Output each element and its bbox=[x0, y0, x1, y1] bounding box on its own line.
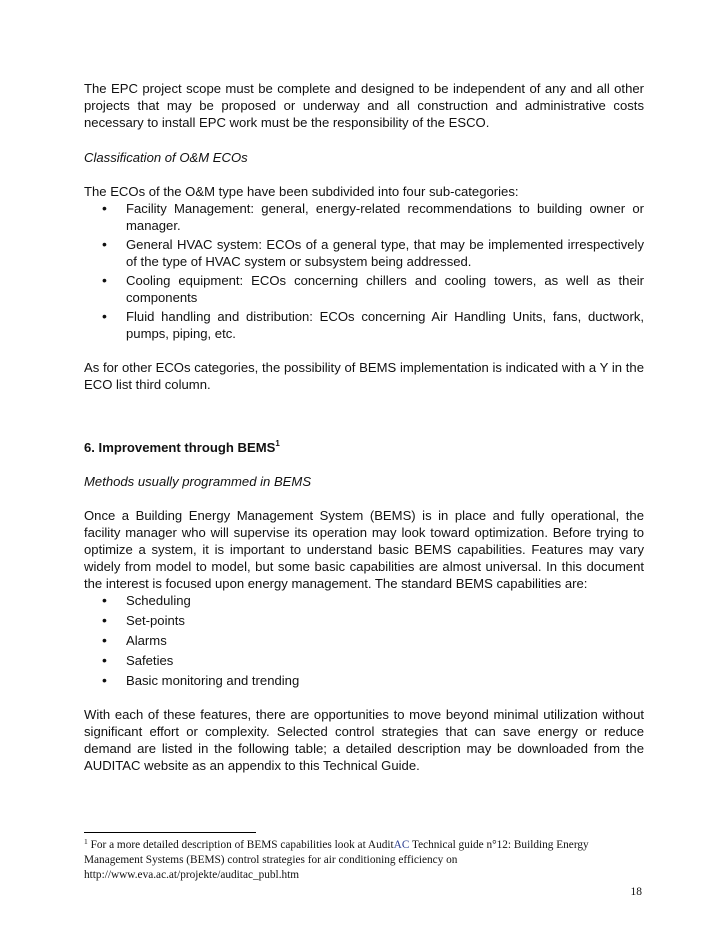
intro-paragraph: The EPC project scope must be complete and designed to be independent of any and all other projects that may be proposed or underway and all construction and administrative costs necessary to install EPC work must be the responsibility of the ESCO. bbox=[84, 81, 644, 130]
bems-paragraph: Once a Building Energy Management System (BEMS) is in place and fully operational, the facility manager who will supervise its operation may look toward optimization. Before trying to optimize a system, it is important to understand basic BEMS capabilities. Features may vary widely from model to model, but some basic capabilities are almost universal. In this document the interest is focused upon energy management. The standard BEMS capabilities are: bbox=[84, 508, 644, 591]
list-item: • Safeties bbox=[84, 652, 644, 669]
closing-paragraph: With each of these features, there are opportunities to move beyond minimal utilization without significant effort or complexity. Selected control strategies that can save energy or reduce demand are listed in the following table; a detailed description may be downloaded from the AUDITAC website as an appendix to this Technical Guide. bbox=[84, 707, 644, 773]
list-item: • Set-points bbox=[84, 612, 644, 629]
eco-category-list bbox=[84, 200, 644, 342]
bems-note: As for other ECOs categories, the possibility of BEMS implementation is indicated with a Y in the ECO list third column. bbox=[84, 360, 644, 392]
list-item: • Basic monitoring and trending bbox=[84, 672, 644, 689]
list-item: • Scheduling bbox=[84, 592, 644, 609]
list-item: • Cooling equipment: ECOs concerning chillers and cooling towers, as well as their components bbox=[84, 272, 644, 306]
classification-heading: Classification of O&M ECOs bbox=[84, 150, 248, 165]
page-number: 18 bbox=[630, 886, 642, 898]
footnote-number: 1 bbox=[84, 837, 88, 846]
footnote-text-after: Technical guide n°12: Building Energy Management Systems (BEMS) control strategies for air conditioning efficiency on bbox=[84, 839, 589, 866]
ecos-intro: The ECOs of the O&M type have been subdivided into four sub-categories: bbox=[84, 184, 519, 199]
bems-capability-list bbox=[84, 592, 644, 689]
list-item: • General HVAC system: ECOs of a general type, that may be implemented irrespectively of the type of HVAC system or subsystem being addressed. bbox=[84, 236, 644, 270]
footnote-accent: AC bbox=[393, 839, 410, 851]
page-content bbox=[84, 80, 644, 774]
footnote bbox=[84, 838, 644, 883]
methods-heading: Methods usually programmed in BEMS bbox=[84, 474, 312, 489]
list-item: • Facility Management: general, energy-related recommendations to building owner or manager. bbox=[84, 200, 644, 234]
section-heading-text: 6. Improvement through BEMS bbox=[84, 440, 276, 455]
footnote-divider bbox=[84, 832, 256, 833]
footnote-url[interactable]: http://www.eva.ac.at/projekte/auditac_publ.htm bbox=[84, 869, 300, 881]
list-item: • Alarms bbox=[84, 632, 644, 649]
list-item: • Fluid handling and distribution: ECOs concerning Air Handling Units, fans, ductwork, pumps, piping, etc. bbox=[84, 308, 644, 342]
footnote-ref[interactable]: 1 bbox=[275, 439, 280, 448]
footnote-text-before: For a more detailed description of BEMS capabilities look at Audit bbox=[87, 839, 394, 851]
section-heading bbox=[84, 439, 644, 456]
